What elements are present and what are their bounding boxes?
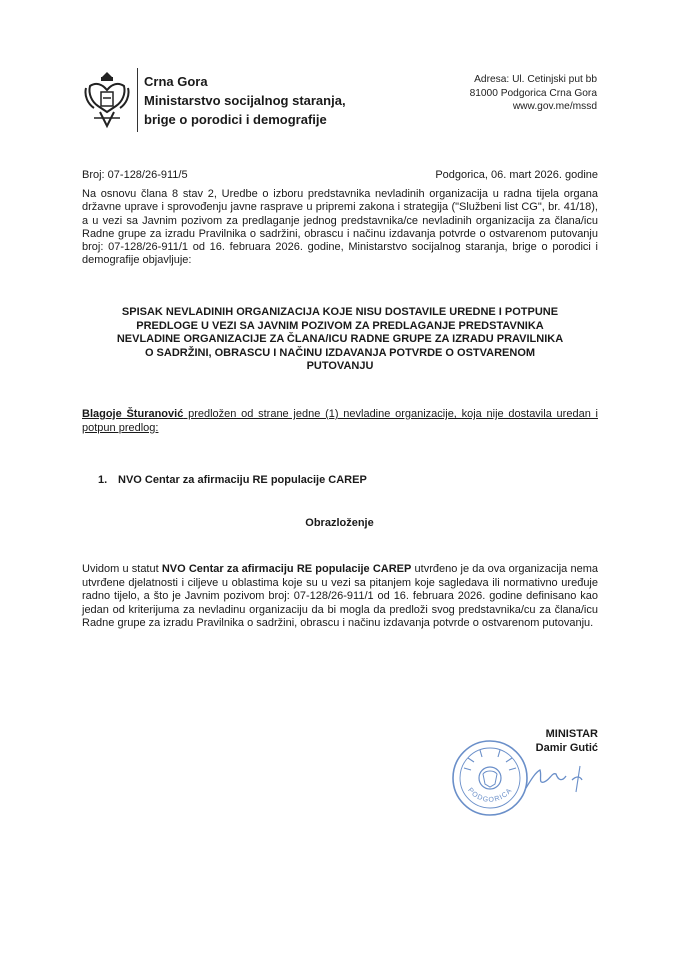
ministry-name-line2: brige o porodici i demografije (144, 112, 327, 127)
address-street: Adresa: Ul. Cetinjski put bb (474, 74, 597, 85)
explanation-text-end: utvrđeno je da ova organizacija nema utvrđene djelatnosti i ciljeve u oblastima koje su u vezi sa pitanjem koje sagledava ili normativno uređuje radno tijelo, a što je Javnim pozivom broj: 07-128/26-911/1 od 16. februara 2026. godine definisano kao jedan od kriterijuma za nevladinu organizaciju da bi mogla da predloži svog predstavnika/cu za člana/icu Radne grupe za izradu Pravilnika o sadržini, obrascu i načinu izdavanja potvrde o ostvarenom putovanju. (82, 563, 598, 630)
signature-block (536, 727, 598, 755)
address-city: 81000 Podgorica Crna Gora (469, 87, 597, 99)
signatory-title: MINISTAR (545, 728, 598, 740)
list-item-number: 1. (98, 474, 108, 486)
list-item-text: NVO Centar za afirmaciju RE populacije CAREP (118, 474, 367, 486)
header-divider (137, 68, 138, 132)
signatory-name: Damir Gutić (535, 742, 598, 754)
intro-paragraph: Na osnovu člana 8 stav 2, Uredbe o izboru predstavnika nevladinih organizacija u radna tijela organa državne uprave i sprovođenju javne rasprave u pripremi zakona i strategija ("Službeni list CG", br. 41/18), a u vezi sa Javnim pozivom za predlaganje jednog predstavnika/ce nevladinih organizacija za člana/icu Radne grupe za izradu Pravilnika o sadržini, obrascu i načinu izdavanja potvrde o ostvarenom putovanju broj: 07-128/26-911/1 od 16. februara 2026. godine, Ministarstvo socijalnog staranja, brige o porodici i demografije objavljuje: (82, 188, 598, 267)
handwritten-signature-icon (520, 760, 590, 796)
explanation-paragraph (82, 563, 598, 631)
reference-number: Broj: 07-128/26-911/5 (82, 169, 188, 181)
candidate-text: predložen od strane jedne (1) nevladine organizacije, koja nije dostavila uredan i potpun predlog: (82, 408, 598, 434)
ministry-name-line1: Ministarstvo socijalnog staranja, (144, 93, 346, 108)
explanation-text-start: Uvidom u statut (82, 563, 162, 575)
explanation-org-name: NVO Centar za afirmaciju RE populacije CAREP (161, 563, 412, 575)
country-name: Crna Gora (144, 74, 208, 89)
place-date: Podgorica, 06. mart 2026. godine (435, 169, 598, 181)
document-title: SPISAK NEVLADINIH ORGANIZACIJA KOJE NISU DOSTAVILE UREDNE I POTPUNE PREDLOGE U VEZI SA JAVNIM POZIVOM ZA PREDLAGANJE PREDSTAVNIKA NEVLADINE ORGANIZACIJE ZA ČLANA/ICU RADNE GRUPE ZA IZRADU PRAVILNIKA O SADRŽINI, OBRASCU I NAČINU IZDAVANJA POTVRDE O OSTVARENOM PUTOVANJU (116, 306, 564, 373)
coat-of-arms-icon (82, 68, 132, 130)
explanation-heading: Obrazloženje (305, 517, 374, 529)
stamp-city: PODGORICA (466, 786, 514, 804)
address-website: www.gov.me/mssd (512, 101, 597, 112)
address-block (470, 73, 597, 114)
candidate-paragraph (82, 408, 598, 435)
official-stamp-icon (450, 738, 530, 818)
list-item (98, 474, 367, 486)
issuer-block (144, 72, 346, 129)
candidate-name: Blagoje Šturanović (82, 408, 184, 420)
